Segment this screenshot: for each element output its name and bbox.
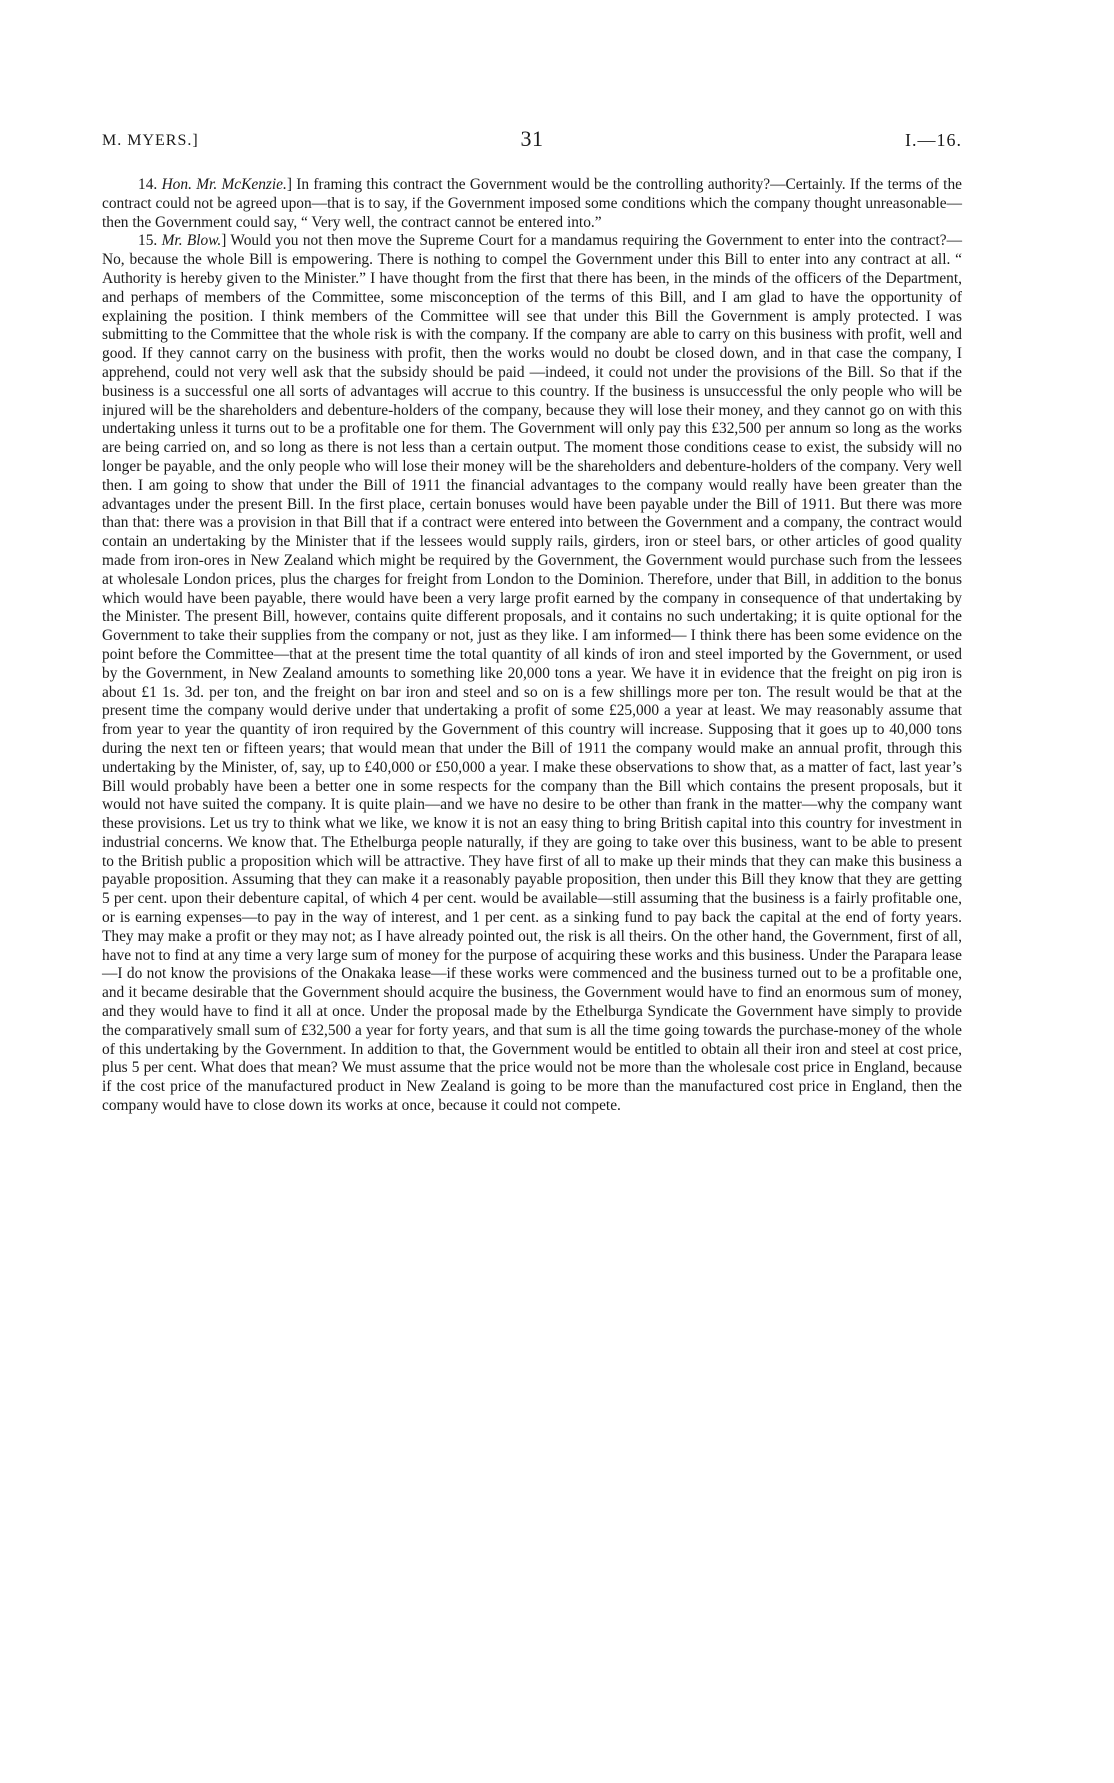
- paragraph-15: [102, 232, 962, 1115]
- question-number: 15.: [138, 232, 158, 250]
- paragraph-text: ] Would you not then move the Supreme Court for a mandamus requiring the Government to enter into the contract?—No, because the whole Bill is empowering. There is nothing to compel the Government under this Bill to enter into any contract at all. “ Authority is hereby given to the Minister.” I have thought from the first that there has been, in the minds of the officers of the Department, and perhaps of members of the Committee, some misconception of the terms of this Bill, and I am glad to have the opportunity of explaining the position. I think members of the Committee will see that under this Bill the Government is amply protected. I was submitting to the Committee that the whole risk is with the company. If the company are able to carry on this business with profit, well and good. If they cannot carry on the business with profit, then the works would no doubt be closed down, and in that case the company, I apprehend, could not very well ask that the subsidy should be paid —indeed, it could not under the provisions of the Bill. So that if the business is a successful one all sorts of advantages will accrue to this country. If the business is unsuccessful the only people who will be injured will be the shareholders and debenture-holders of the company, because they will lose their money, and they cannot go on with this undertaking unless it turns out to be a profitable one for them. The Government will only pay this £32,500 per annum so long as the works are being carried on, and so long as there is not less than a certain output. The moment those conditions cease to exist, the subsidy will no longer be payable, and the only people who will lose their money will be the shareholders and debenture-holders of the company. Very well then. I am going to show that under the Bill of 1911 the financial advantages to the company would really have been greater than the advantages under the present Bill. In the first place, certain bonuses would have been payable under the Bill of 1911. But there was more than that: there was a provision in that Bill that if a contract were entered into between the Government and a company, the contract would contain an undertaking by the Minister that if the lessees would supply rails, girders, iron or steel bars, or other articles of good quality made from iron-ores in New Zealand which might be required by the Government, the Government would purchase such from the lessees at wholesale London prices, plus the charges for freight from London to the Dominion. Therefore, under that Bill, in addition to the bonus which would have been payable, there would have been a very large profit earned by the company in consequence of that undertaking by the Minister. The present Bill, however, contains quite different proposals, and it contains no such undertaking; it is quite optional for the Government to take their supplies from the company or not, just as they like. I am informed— I think there has been some evidence on the point before the Committee—that at the present time the total quantity of all kinds of iron and steel imported by the Government, or used by the Government, in New Zealand amounts to something like 20,000 tons a year. We have it in evidence that the freight on pig iron is about £1 1s. 3d. per ton, and the freight on bar iron and steel and so on is a few shillings more per ton. The result would be that at the present time the company would derive under that undertaking a profit of some £25,000 a year at least. We may reasonably assume that from year to year the quantity of iron required by the Government of this country will increase. Supposing that it goes up to 40,000 tons during the next ten or fifteen years; that would mean that under the Bill of 1911 the company would make an annual profit, through this undertaking by the Minister, of, say, up to £40,000 or £50,000 a year. I make these observations to show that, as a matter of fact, last year’s Bill would probably have been a better one in some respects for the company than the Bill which contains the present proposals, but it would not have suited the company. It is quite plain—and we have no desire to be other than frank in the matter—why the company want these provisions. Let us try to think what we like, we know it is not an easy thing to bring British capital into this country for investment in industrial concerns. We know that. The Ethelburga people naturally, if they are going to take over this business, want to be able to present to the British public a proposition which will be attractive. They have first of all to make up their minds that they can make this business a payable proposition. Assuming that they can make it a reasonably payable proposition, then under this Bill they know that they are getting 5 per cent. upon their debenture capital, of which 4 per cent. would be available—still assuming that the business is a fairly profitable one, or is earning expenses—to pay in the way of interest, and 1 per cent. as a sinking fund to pay back the capital at the end of forty years. They may make a profit or they may not; as I have already pointed out, the risk is all theirs. On the other hand, the Government, first of all, have not to find at any time a very large sum of money for the purpose of acquiring these works and this business. Under the Parapara lease—I do not know the provisions of the Onakaka lease—if these works were commenced and the business turned out to be a profitable one, and it became desirable that the Government should acquire the business, the Government would have to find an enormous sum of money, and they would have to find it all at once. Under the proposal made by the Ethelburga Syndicate the Government have simply to provide the comparatively small sum of £32,500 a year for forty years, and that sum is all the time going towards the purchase-money of the whole of this undertaking by the Government. In addition to that, the Government would be entitled to obtain all their iron and steel at cost price, plus 5 per cent. What does that mean? We must assume that the price would not be more than the wholesale cost price in England, because if the cost price of the manufactured product in New Zealand is going to be more than the manufactured cost price in England, then the company would have to close down its works at once, because it could not compete.: [102, 232, 962, 1115]
- paragraph-text: ] In framing this contract the Government would be the controlling authority?—Certainly. If the terms of the contract could not be agreed upon—that is to say, if the Government imposed some conditions which the company thought unreasonable—then the Government could say, “ Very well, the contract cannot be entered into.”: [102, 176, 962, 231]
- paper-reference: I.—16.: [905, 130, 962, 150]
- document-body: [102, 176, 962, 1116]
- speaker-name: Hon. Mr. McKenzie.: [161, 176, 287, 193]
- paragraph-14: [102, 176, 962, 232]
- page-header: [102, 126, 962, 156]
- witness-name: M. MYERS.]: [102, 132, 199, 149]
- speaker-name: Mr. Blow.: [161, 232, 222, 250]
- page-number: 31: [520, 126, 544, 151]
- question-number: 14.: [138, 176, 158, 193]
